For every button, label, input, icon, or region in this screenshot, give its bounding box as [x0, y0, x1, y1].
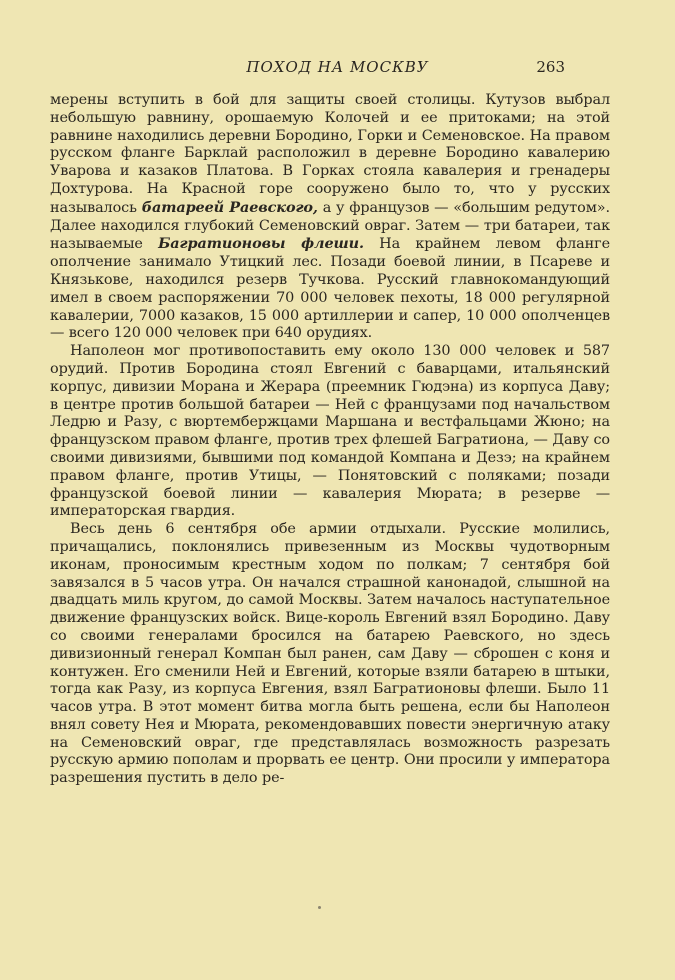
running-title: ПОХОД НА МОСКВУ [246, 58, 429, 76]
page-number: 263 [536, 58, 565, 76]
italic-term-raevsky-battery: батареей Раевского, [141, 198, 318, 216]
page-speck [318, 906, 321, 909]
paragraph-2 [50, 343, 610, 521]
paragraph-text: Наполеон мог противопоставить ему около 130 000 человек и 587 орудий. Против Бородина стоял Евгений с баварцами, итальянский корпус, дивизии Морана и Жерара (преемник Гюдэна) из корпуса Даву; в центре против большой батареи — Ней с французами под начальством Ледрю и Разу, с вюртембержцами Маршана и вестфальцами Жюно; на французском правом фланге, против трех флешей Багратиона, — Даву со своими дивизиями, бывшими под командой Компана и Дезэ; на крайнем правом фланге, против Утицы, — Понятовский с поляками; позади французской боевой линии — кавалерия Мюрата; в резерве — императорская гвардия. [50, 343, 610, 520]
page-body [50, 92, 610, 788]
paragraph-3 [50, 521, 610, 788]
paragraph-text: На крайнем левом фланге ополчение занимало Утицкий лес. Позади боевой линии, в Псареве и Князькове, находился резерв Тучкова. Русский главнокомандующий имел в своем распоряжении 70 000 человек пехоты, 18 000 регулярной кавалерии, 7000 казаков, 15 000 артиллерии и сапер, 10 000 ополченцев — всего 120 000 человек при 640 орудиях. [50, 236, 610, 342]
paragraph-text: а у французов — «большим редутом». Далее находился глубокий Семеновский овраг. Затем — три батареи, так называемые [50, 199, 610, 253]
paragraph-text: мерены вступить в бой для защиты своей столицы. Кутузов выбрал небольшую равнину, орошаемую Колочей и ее притоками; на этой равнине находились деревни Бородино, Горки и Семеновское. На правом русском фланге Барклай расположил в деревне Бородино кавалерию Уварова и казаков Платова. В Горках стояла кавалерия и гренадеры Дохтурова. На Красной горе сооружено было то, что у русских называлось [50, 92, 610, 216]
page-header [0, 58, 675, 80]
paragraph-1 [50, 92, 610, 343]
paragraph-text: Весь день 6 сентября обе армии отдыхали. Русские молились, причащались, поклонялись привезенным из Москвы чудотворным иконам, проносимым крестным ходом по полкам; 7 сентября бой завязался в 5 часов утра. Он начался страшной канонадой, слышной на двадцать миль кругом, до самой Москвы. Затем началось наступательное движение французских войск. Вице-король Евгений взял Бородино. Даву со своими генералами бросился на батарею Раевского, но здесь дивизионный генерал Компан был ранен, сам Даву — сброшен с коня и контужен. Его сменили Ней и Евгений, которые взяли батарею в штыки, тогда как Разу, из корпуса Евгения, взял Багратионовы флеши. Было 11 часов утра. В этот момент битва могла быть решена, если бы Наполеон внял совету Нея и Мюрата, рекомендовавших повести энергичную атаку на Семеновский овраг, где представлялась возможность разрезать русскую армию пополам и прорвать ее центр. Они просили у императора разрешения пустить в дело ре- [50, 521, 610, 787]
italic-term-bagration-fleches: Багратионовы флеши. [158, 235, 364, 253]
